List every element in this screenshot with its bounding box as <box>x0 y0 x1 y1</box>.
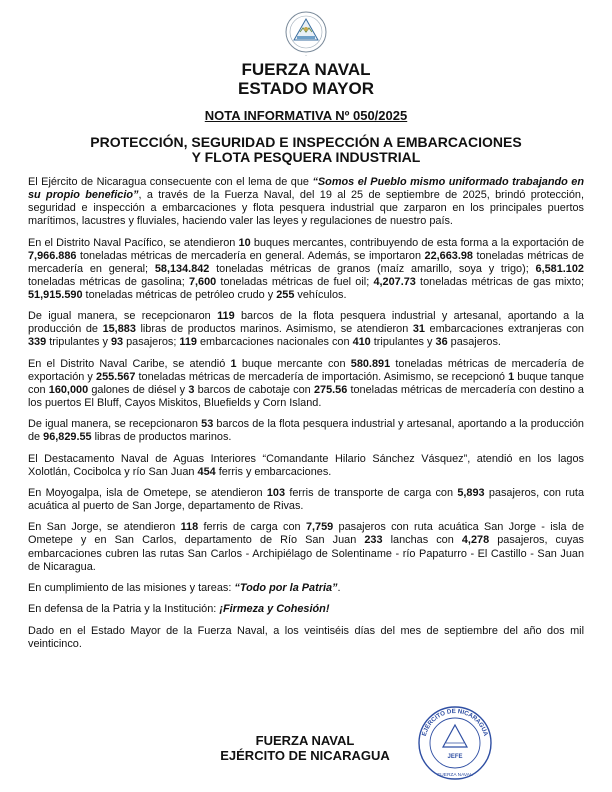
bold-value: 255 <box>276 288 295 301</box>
paragraph-9 <box>28 582 584 595</box>
stamp-center-text: JEFE <box>447 754 463 760</box>
paragraph-5 <box>28 418 584 444</box>
text-run: barcos de cabotaje con <box>194 383 314 396</box>
bold-value: 7,759 <box>305 521 334 534</box>
text-run: lanchas con <box>382 534 462 547</box>
signature-army: EJÉRCITO DE NICARAGUA <box>220 748 390 763</box>
text-run: , a través de la Fuerza Naval, del 19 al 25 de septiembre de 2025, brindó protección, seguridad e inspección a embarcaciones y flota pesquera industrial que zarparon en los principales puertos marítimos, lacustres y fluviales, haciendo valer las leyes y regulaciones de nuestro país. <box>28 189 584 228</box>
bold-value: 53 <box>201 418 214 431</box>
text-run: toneladas métricas de mercadería de importación. Asimismo, se recepcionó <box>135 370 509 383</box>
text-run: En Moyogalpa, isla de Ometepe, se atendieron <box>28 487 267 499</box>
bold-value: 580.891 <box>350 357 391 370</box>
paragraph-10 <box>28 603 584 616</box>
paragraph-4 <box>28 358 584 410</box>
bold-value: 118 <box>180 521 199 534</box>
subject-line-2: Y FLOTA PESQUERA INDUSTRIAL <box>191 149 421 165</box>
bold-value: 10 <box>238 236 251 249</box>
text-run: pasajeros. <box>447 336 501 349</box>
text-run: toneladas métricas de mercadería en general. Además, se importaron <box>76 249 425 262</box>
paragraph-6 <box>28 453 584 479</box>
text-run: libras de productos marinos. <box>91 431 232 444</box>
bold-value: 4,207.73 <box>373 275 416 288</box>
text-run: toneladas métricas de granos (maíz amarillo, soya y trigo); <box>209 262 536 275</box>
body-text <box>28 176 584 659</box>
text-run: toneladas métricas de fuel oil; <box>216 275 374 288</box>
text-run: De igual manera, se recepcionaron <box>28 418 202 431</box>
subject-heading <box>0 135 612 165</box>
text-run: En el Distrito Naval Caribe, se atendió <box>28 357 231 370</box>
emphasis-quote: “Todo por la Patria” <box>234 581 338 594</box>
bold-value: 339 <box>28 336 47 349</box>
text-run: buques mercantes, contribuyendo de esta forma a la exportación de <box>250 236 584 249</box>
emphasis-quote: “Somos el Pueblo mismo uniformado trabajando en su propio beneficio” <box>28 176 584 202</box>
text-run: pasajeros; <box>123 336 180 349</box>
bold-value: 1 <box>230 357 237 370</box>
text-run: En defensa de la Patria y la Institución: <box>28 603 220 616</box>
text-run: toneladas métricas de petróleo crudo y <box>82 288 277 301</box>
text-run: En San Jorge, se atendieron <box>28 521 181 534</box>
text-run: pasajeros con ruta acuática San Jorge - isla de Ometepe y en San Carlos, departamento de Río San Juan <box>28 521 585 547</box>
bold-value: 5,893 <box>457 487 485 499</box>
paragraph-8 <box>28 521 584 573</box>
bold-value: 51,915.590 <box>28 288 83 301</box>
bold-value: 31 <box>412 323 425 336</box>
stamp-bottom-text: FUERZA NAVAL <box>437 773 473 778</box>
svg-text:~: ~ <box>304 53 308 58</box>
text-run: . <box>337 581 341 594</box>
text-run: pasajeros, cuyas embarcaciones cubren las rutas San Carlos - Archipiélago de Solentiname - río Papaturro - El Castillo - San Juan de Nicaragua. <box>28 534 585 573</box>
bold-value: 3 <box>188 383 195 396</box>
text-run: toneladas métricas de gasolina; <box>28 275 189 288</box>
paragraph-11 <box>28 625 584 651</box>
bold-value: 233 <box>364 534 383 547</box>
bold-value: 7,966.886 <box>28 249 77 262</box>
unit-title: FUERZA NAVAL <box>241 60 371 79</box>
text-run: galones de diésel y <box>88 383 189 396</box>
bold-value: 7,600 <box>188 275 217 288</box>
text-run: toneladas métricas de mercadería de exportación y <box>28 357 585 383</box>
text-run: libras de productos marinos. Asimismo, se atendieron <box>135 323 413 336</box>
bold-value: 96,829.55 <box>43 431 92 444</box>
signature-unit: FUERZA NAVAL <box>255 733 355 748</box>
text-run: embarcaciones extranjeras con <box>424 323 584 336</box>
text-run: El Destacamento Naval de Aguas Interiores “Comandante Hilario Sánchez Vásquez”, atendió en los lagos Xolotlán, Cocibolca y río San Juan <box>28 452 584 478</box>
text-run: toneladas métricas de mercadería con destino a los puertos El Bluff, Cayos Miskitos, Bluefields y Corn Island. <box>28 383 584 409</box>
paragraph-2 <box>28 237 584 302</box>
text-run: pasajeros, con ruta acuática al puerto de San Jorge, departamento de Rivas. <box>28 487 585 513</box>
paragraph-1 <box>28 176 584 228</box>
text-run: toneladas métricas de mercadería en general; <box>28 249 584 275</box>
bold-value: 58,134.842 <box>154 262 210 275</box>
text-run: ferris y embarcaciones. <box>215 465 332 478</box>
text-run: buque mercante con <box>236 357 351 370</box>
text-run: tripulantes y <box>46 336 111 349</box>
official-seal-stamp <box>412 703 498 783</box>
text-run: En el Distrito Naval Pacífico, se atendieron <box>28 236 239 249</box>
text-run: toneladas métricas de gas mixto; <box>415 275 584 288</box>
unit-subtitle: ESTADO MAYOR <box>237 79 375 98</box>
bold-value: 1 <box>508 370 515 383</box>
subject-line-1: PROTECCIÓN, SEGURIDAD E INSPECCIÓN A EMBARCACIONES <box>90 134 522 150</box>
bold-value: 36 <box>435 336 448 349</box>
bold-value: 93 <box>110 336 124 349</box>
text-run: Dado en el Estado Mayor de la Fuerza Naval, a los veintiséis días del mes de septiembre del año dos mil veinticinco. <box>28 624 584 650</box>
bold-value: 275.56 <box>313 383 348 396</box>
emphasis-quote: ¡Firmeza y Cohesión! <box>219 603 330 616</box>
text-run: En cumplimiento de las misiones y tareas: <box>28 581 235 594</box>
bold-value: 6,581.102 <box>535 262 584 275</box>
bold-value: 160,000 <box>48 383 89 396</box>
bold-value: 4,278 <box>461 534 490 547</box>
text-run: barcos de la flota pesquera industrial y artesanal, aportando a la producción de <box>28 310 584 336</box>
bold-value: 410 <box>352 336 371 349</box>
bold-value: 103 <box>266 487 286 499</box>
note-number: NOTA INFORMATIVA Nº 050/2025 <box>204 108 408 123</box>
bold-value: 15,883 <box>102 323 136 336</box>
text-run: El Ejército de Nicaragua consecuente con el lema de que <box>28 176 313 188</box>
stamp-ring-text: EJÉRCITO DE NICARAGUA <box>420 707 490 738</box>
paragraph-7 <box>28 487 584 513</box>
bold-value: 119 <box>179 336 197 349</box>
bold-value: 119 <box>217 310 235 323</box>
text-run: vehículos. <box>294 288 347 301</box>
bold-value: 22,663.98 <box>424 249 473 262</box>
text-run: barcos de la flota pesquera industrial y artesanal, aportando a la producción de <box>28 418 584 444</box>
coat-of-arms-emblem <box>280 10 332 60</box>
svg-text:EJÉRCITO DE NICARAGUA <box>421 708 489 738</box>
text-run: embarcaciones nacionales con <box>196 336 353 349</box>
text-run: buque tanque con <box>28 370 584 396</box>
text-run: De igual manera, se recepcionaron <box>28 310 218 323</box>
bold-value: 255.567 <box>96 370 136 383</box>
paragraph-3 <box>28 310 584 349</box>
text-run: ferris de transporte de carga con <box>285 487 458 499</box>
text-run: ferris de carga con <box>198 521 306 534</box>
bold-value: 454 <box>197 465 216 478</box>
text-run: tripulantes y <box>370 336 436 349</box>
